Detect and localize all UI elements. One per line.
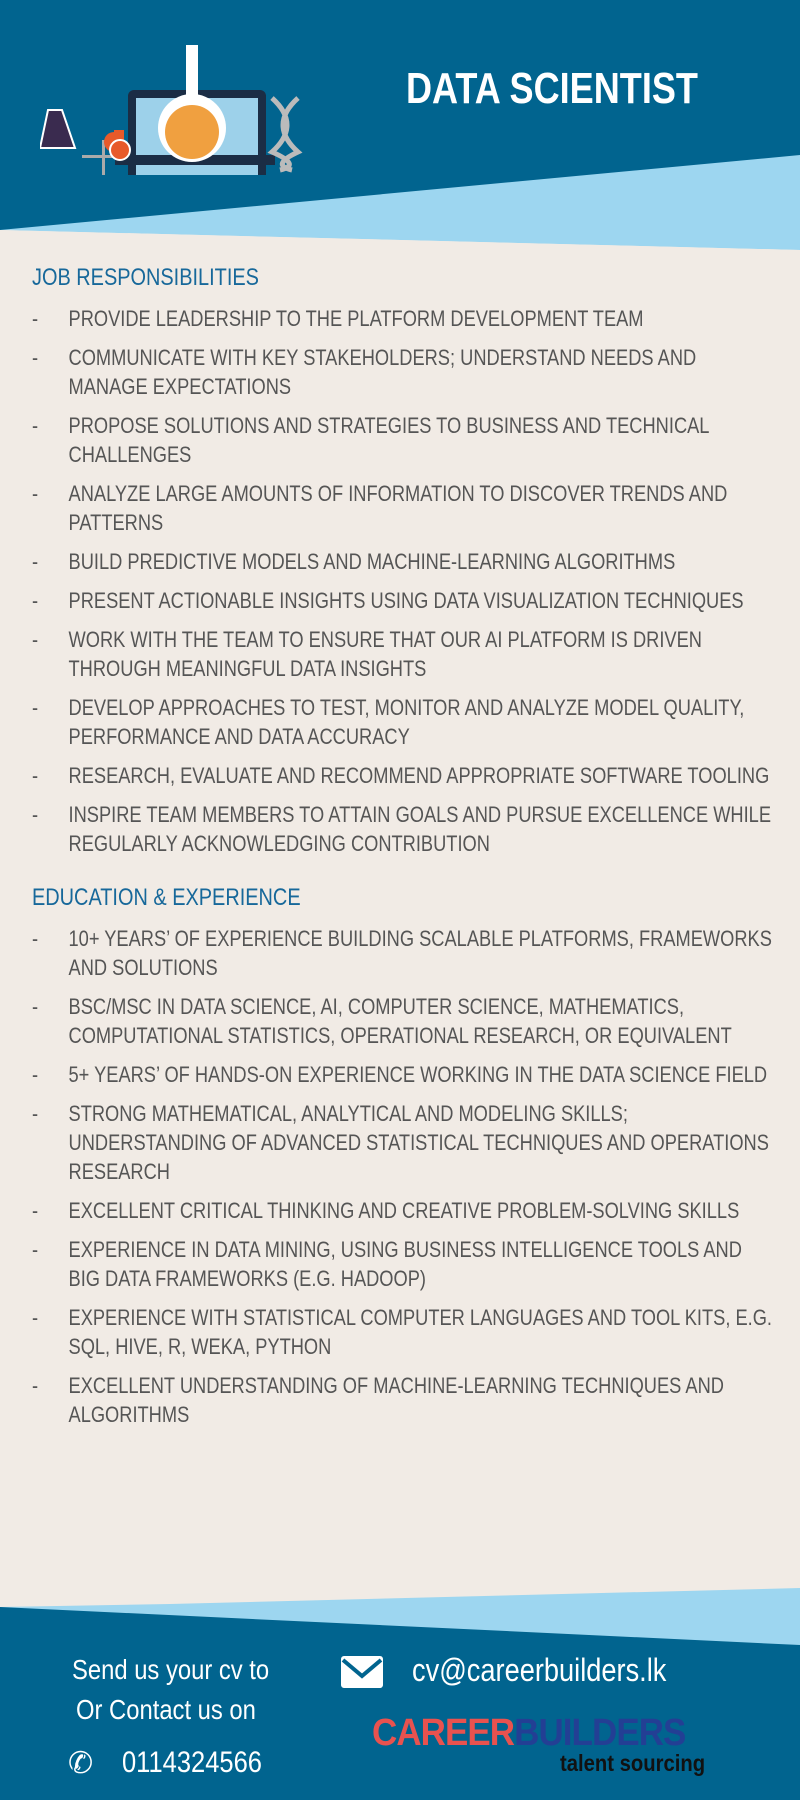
list-item bbox=[32, 800, 772, 858]
list-item bbox=[32, 1371, 772, 1429]
science-lab-illustration bbox=[40, 40, 310, 175]
list-item bbox=[32, 1235, 772, 1293]
list-item-text: EXCELLENT CRITICAL THINKING AND CREATIVE PROBLEM-SOLVING SKILLS bbox=[68, 1198, 740, 1223]
bullet-dash: - bbox=[32, 763, 39, 788]
education-list bbox=[32, 924, 772, 1429]
content bbox=[32, 262, 772, 1439]
list-item-text: 5+ YEARS’ OF HANDS-ON EXPERIENCE WORKING IN THE DATA SCIENCE FIELD bbox=[68, 1062, 768, 1087]
list-item bbox=[32, 1303, 772, 1361]
bullet-dash: - bbox=[32, 588, 39, 613]
list-item-text: BUILD PREDICTIVE MODELS AND MACHINE-LEARNING ALGORITHMS bbox=[68, 549, 676, 574]
list-item bbox=[32, 1099, 772, 1186]
list-item-text: RESEARCH, EVALUATE AND RECOMMEND APPROPRIATE SOFTWARE TOOLING bbox=[68, 763, 770, 788]
bullet-dash: - bbox=[32, 306, 39, 331]
bullet-dash: - bbox=[32, 926, 39, 951]
list-item-text: WORK WITH THE TEAM TO ENSURE THAT OUR AI PLATFORM IS DRIVEN THROUGH MEANINGFUL DATA INSIGHTS bbox=[68, 627, 702, 681]
list-item-text: COMMUNICATE WITH KEY STAKEHOLDERS; UNDERSTAND NEEDS AND MANAGE EXPECTATIONS bbox=[68, 345, 697, 399]
bullet-dash: - bbox=[32, 1373, 39, 1398]
bullet-dash: - bbox=[32, 1305, 39, 1330]
phone-number[interactable]: 0114324566 bbox=[122, 1746, 262, 1779]
contact-label: Or Contact us on bbox=[76, 1694, 256, 1725]
bullet-dash: - bbox=[32, 1062, 39, 1087]
list-item-text: INSPIRE TEAM MEMBERS TO ATTAIN GOALS AND PURSUE EXCELLENCE WHILE REGULARLY ACKNOWLEDGING CONTRIBUTION bbox=[68, 802, 772, 856]
bullet-dash: - bbox=[32, 695, 39, 720]
list-item bbox=[32, 625, 772, 683]
page-title: DATA SCIENTIST bbox=[406, 64, 698, 113]
bullet-dash: - bbox=[32, 1101, 39, 1126]
logo-tagline: talent sourcing bbox=[560, 1750, 706, 1776]
list-item bbox=[32, 992, 772, 1050]
list-item-text: 10+ YEARS’ OF EXPERIENCE BUILDING SCALABLE PLATFORMS, FRAMEWORKS AND SOLUTIONS bbox=[68, 926, 772, 980]
bullet-dash: - bbox=[32, 1198, 39, 1223]
list-item-text: STRONG MATHEMATICAL, ANALYTICAL AND MODELING SKILLS; UNDERSTANDING OF ADVANCED STATISTICAL TECHNIQUES AND OPERATIONS RESEARCH bbox=[68, 1101, 769, 1184]
list-item bbox=[32, 693, 772, 751]
list-item bbox=[32, 411, 772, 469]
list-item bbox=[32, 1060, 772, 1089]
bullet-dash: - bbox=[32, 627, 39, 652]
list-item bbox=[32, 304, 772, 333]
email-icon bbox=[341, 1656, 383, 1688]
list-item bbox=[32, 924, 772, 982]
responsibilities-list bbox=[32, 304, 772, 858]
list-item-text: EXCELLENT UNDERSTANDING OF MACHINE-LEARNING TECHNIQUES AND ALGORITHMS bbox=[68, 1373, 724, 1427]
bullet-dash: - bbox=[32, 481, 39, 506]
list-item bbox=[32, 761, 772, 790]
list-item-text: PROPOSE SOLUTIONS AND STRATEGIES TO BUSINESS AND TECHNICAL CHALLENGES bbox=[68, 413, 709, 467]
bullet-dash: - bbox=[32, 994, 39, 1019]
logo-part1: CAREER bbox=[372, 1712, 515, 1754]
list-item-text: PROVIDE LEADERSHIP TO THE PLATFORM DEVELOPMENT TEAM bbox=[68, 306, 644, 331]
email-link[interactable]: cv@careerbuilders.lk bbox=[412, 1652, 667, 1688]
list-item-text: DEVELOP APPROACHES TO TEST, MONITOR AND ANALYZE MODEL QUALITY, PERFORMANCE AND DATA ACCURACY bbox=[68, 695, 745, 749]
section-heading-responsibilities: JOB RESPONSIBILITIES bbox=[32, 264, 259, 291]
send-cv-label: Send us your cv to bbox=[72, 1654, 270, 1685]
list-item bbox=[32, 1196, 772, 1225]
section-heading-education: EDUCATION & EXPERIENCE bbox=[32, 884, 301, 911]
list-item-text: EXPERIENCE WITH STATISTICAL COMPUTER LANGUAGES AND TOOL KITS, E.G. SQL, HIVE, R, WEKA, PYTHON bbox=[68, 1305, 772, 1359]
phone-icon: ✆ bbox=[68, 1747, 94, 1780]
bullet-dash: - bbox=[32, 345, 39, 370]
list-item bbox=[32, 547, 772, 576]
list-item bbox=[32, 586, 772, 615]
list-item-text: PRESENT ACTIONABLE INSIGHTS USING DATA VISUALIZATION TECHNIQUES bbox=[68, 588, 744, 613]
bullet-dash: - bbox=[32, 802, 39, 827]
list-item-text: BSC/MSC IN DATA SCIENCE, AI, COMPUTER SCIENCE, MATHEMATICS, COMPUTATIONAL STATISTICS, OPERATIONAL RESEARCH, OR EQUIVALENT bbox=[68, 994, 732, 1048]
bullet-dash: - bbox=[32, 549, 39, 574]
list-item bbox=[32, 343, 772, 401]
bullet-dash: - bbox=[32, 413, 39, 438]
bullet-dash: - bbox=[32, 1237, 39, 1262]
list-item bbox=[32, 479, 772, 537]
list-item-text: ANALYZE LARGE AMOUNTS OF INFORMATION TO DISCOVER TRENDS AND PATTERNS bbox=[68, 481, 728, 535]
logo-part2: BUILDERS bbox=[514, 1712, 686, 1754]
list-item-text: EXPERIENCE IN DATA MINING, USING BUSINESS INTELLIGENCE TOOLS AND BIG DATA FRAMEWORKS (E.G. HADOOP) bbox=[68, 1237, 742, 1291]
careerbuilders-logo bbox=[372, 1712, 685, 1755]
